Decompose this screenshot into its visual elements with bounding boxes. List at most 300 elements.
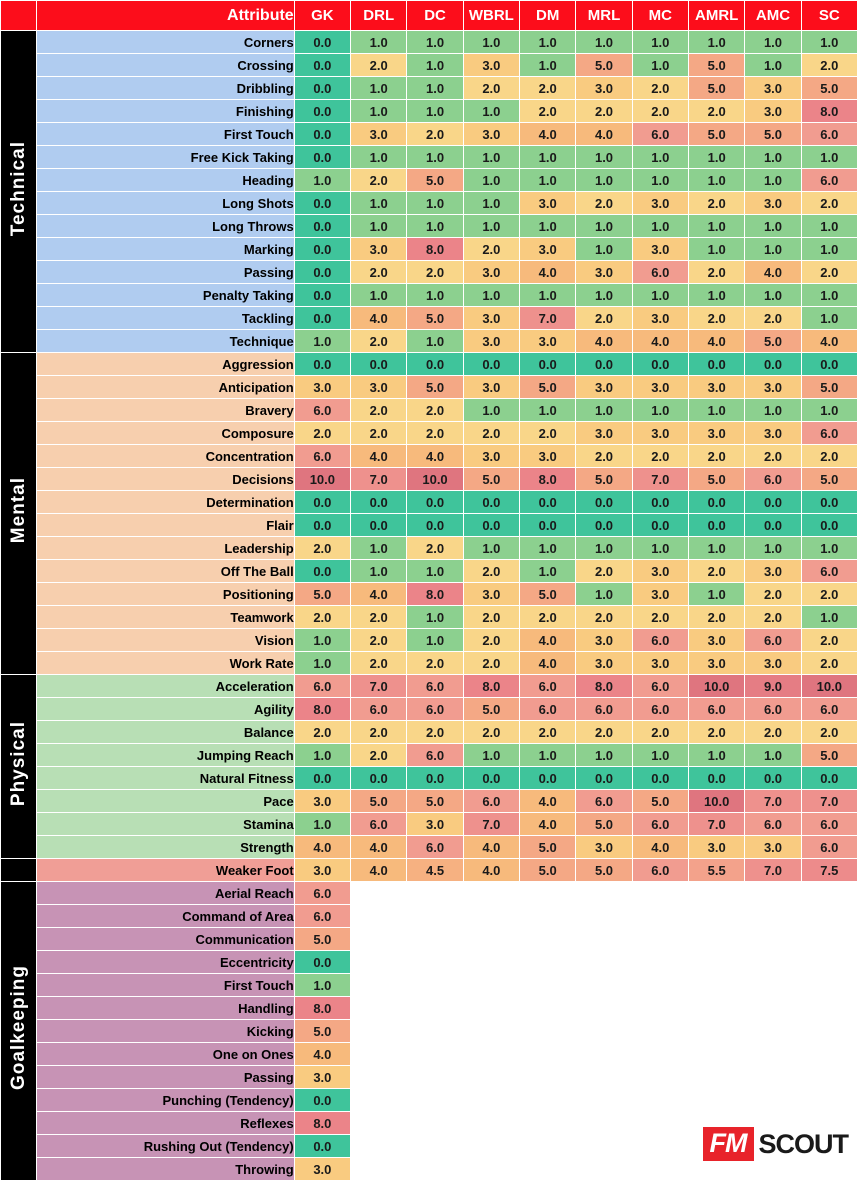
cell-empty	[463, 1158, 519, 1181]
cell-value: 2.0	[407, 123, 463, 146]
cell-empty	[689, 1020, 745, 1043]
cell-value: 1.0	[463, 31, 519, 54]
cell-value: 8.0	[294, 997, 350, 1020]
cell-value: 2.0	[576, 606, 632, 629]
cell-value: 5.0	[689, 123, 745, 146]
attribute-name: Free Kick Taking	[37, 146, 295, 169]
cell-value: 6.0	[294, 905, 350, 928]
cell-value: 2.0	[801, 261, 857, 284]
cell-empty	[463, 1043, 519, 1066]
category-label-text: Mental	[7, 477, 29, 544]
attribute-name: Jumping Reach	[37, 744, 295, 767]
attribute-name: Balance	[37, 721, 295, 744]
cell-value: 1.0	[801, 307, 857, 330]
cell-value: 2.0	[801, 721, 857, 744]
table-row	[1, 1020, 858, 1043]
table-row	[1, 284, 858, 307]
cell-value: 1.0	[576, 583, 632, 606]
cell-value: 2.0	[351, 422, 407, 445]
cell-value: 0.0	[801, 353, 857, 376]
cell-empty	[520, 1020, 576, 1043]
cell-value: 3.0	[632, 376, 688, 399]
cell-empty	[689, 951, 745, 974]
cell-value: 4.5	[407, 859, 463, 882]
table-row	[1, 583, 858, 606]
cell-value: 2.0	[351, 652, 407, 675]
cell-value: 6.0	[632, 859, 688, 882]
cell-value: 9.0	[745, 675, 801, 698]
table-header	[1, 1, 858, 31]
category-label-goalkeeping	[1, 882, 37, 1181]
attribute-name: Agility	[37, 698, 295, 721]
cell-value: 0.0	[294, 307, 350, 330]
cell-value: 1.0	[745, 31, 801, 54]
cell-value: 0.0	[520, 353, 576, 376]
cell-value: 7.0	[801, 790, 857, 813]
cell-empty	[632, 905, 688, 928]
attribute-name: Passing	[37, 261, 295, 284]
fmscout-logo	[703, 1127, 848, 1161]
cell-value: 3.0	[294, 1158, 350, 1181]
cell-value: 0.0	[294, 215, 350, 238]
cell-value: 1.0	[689, 537, 745, 560]
table-row	[1, 905, 858, 928]
cell-value: 0.0	[801, 767, 857, 790]
cell-value: 2.0	[689, 192, 745, 215]
cell-value: 0.0	[632, 491, 688, 514]
cell-value: 1.0	[294, 974, 350, 997]
cell-value: 0.0	[351, 514, 407, 537]
cell-empty	[689, 882, 745, 905]
table-row	[1, 445, 858, 468]
cell-value: 1.0	[294, 813, 350, 836]
cell-empty	[576, 997, 632, 1020]
cell-value: 3.0	[407, 813, 463, 836]
table-row	[1, 606, 858, 629]
cell-value: 5.0	[801, 376, 857, 399]
cell-value: 1.0	[689, 284, 745, 307]
cell-empty	[407, 1112, 463, 1135]
cell-empty	[745, 951, 801, 974]
cell-value: 1.0	[745, 537, 801, 560]
cell-value: 0.0	[745, 514, 801, 537]
cell-value: 1.0	[463, 215, 519, 238]
cell-value: 1.0	[351, 537, 407, 560]
table-row	[1, 468, 858, 491]
cell-value: 7.5	[801, 859, 857, 882]
cell-empty	[632, 1135, 688, 1158]
attribute-name: Throwing	[37, 1158, 295, 1181]
cell-value: 8.0	[801, 100, 857, 123]
header-position-mrl: MRL	[576, 1, 632, 31]
cell-value: 1.0	[801, 31, 857, 54]
cell-value: 3.0	[745, 836, 801, 859]
table-row	[1, 928, 858, 951]
cell-value: 1.0	[351, 560, 407, 583]
cell-value: 1.0	[520, 54, 576, 77]
cell-value: 1.0	[407, 31, 463, 54]
cell-value: 2.0	[576, 307, 632, 330]
cell-empty	[632, 1112, 688, 1135]
cell-value: 2.0	[745, 606, 801, 629]
cell-empty	[520, 1112, 576, 1135]
cell-value: 5.0	[520, 859, 576, 882]
header-position-mc: MC	[632, 1, 688, 31]
cell-value: 7.0	[745, 790, 801, 813]
cell-value: 1.0	[576, 146, 632, 169]
cell-empty	[576, 1089, 632, 1112]
cell-empty	[407, 882, 463, 905]
cell-value: 0.0	[294, 353, 350, 376]
attribute-name: Tackling	[37, 307, 295, 330]
cell-value: 7.0	[520, 307, 576, 330]
cell-value: 7.0	[632, 468, 688, 491]
attribute-name: Vision	[37, 629, 295, 652]
cell-value: 0.0	[689, 491, 745, 514]
attribute-name: Pace	[37, 790, 295, 813]
cell-value: 0.0	[294, 1135, 350, 1158]
cell-value: 3.0	[576, 261, 632, 284]
cell-value: 3.0	[632, 238, 688, 261]
cell-value: 5.0	[463, 468, 519, 491]
cell-value: 1.0	[351, 31, 407, 54]
cell-value: 3.0	[463, 583, 519, 606]
cell-value: 7.0	[745, 859, 801, 882]
attribute-name: Concentration	[37, 445, 295, 468]
cell-value: 4.0	[351, 583, 407, 606]
cell-value: 1.0	[463, 399, 519, 422]
cell-value: 2.0	[351, 744, 407, 767]
cell-value: 5.0	[294, 1020, 350, 1043]
cell-value: 1.0	[520, 284, 576, 307]
cell-value: 1.0	[351, 192, 407, 215]
cell-value: 2.0	[689, 445, 745, 468]
cell-value: 2.0	[351, 169, 407, 192]
cell-empty	[632, 1089, 688, 1112]
cell-value: 3.0	[294, 790, 350, 813]
table-row	[1, 560, 858, 583]
cell-value: 2.0	[351, 721, 407, 744]
cell-value: 2.0	[745, 445, 801, 468]
table-row	[1, 491, 858, 514]
attribute-name: Corners	[37, 31, 295, 54]
cell-value: 6.0	[801, 813, 857, 836]
attribute-name: Natural Fitness	[37, 767, 295, 790]
header-position-drl: DRL	[351, 1, 407, 31]
cell-value: 2.0	[801, 629, 857, 652]
attribute-name: Long Throws	[37, 215, 295, 238]
cell-value: 2.0	[351, 261, 407, 284]
table-row	[1, 238, 858, 261]
cell-empty	[407, 997, 463, 1020]
cell-empty	[407, 905, 463, 928]
cell-value: 3.0	[632, 422, 688, 445]
cell-value: 1.0	[351, 215, 407, 238]
table-row	[1, 767, 858, 790]
cell-value: 1.0	[801, 537, 857, 560]
cell-value: 1.0	[689, 583, 745, 606]
cell-value: 2.0	[520, 77, 576, 100]
cell-value: 3.0	[632, 583, 688, 606]
header-position-amrl: AMRL	[689, 1, 745, 31]
cell-value: 3.0	[351, 238, 407, 261]
attribute-name: Dribbling	[37, 77, 295, 100]
table-row	[1, 859, 858, 882]
attribute-name: Handling	[37, 997, 295, 1020]
cell-value: 8.0	[294, 1112, 350, 1135]
attribute-name: Penalty Taking	[37, 284, 295, 307]
attribute-name: Weaker Foot	[37, 859, 295, 882]
cell-value: 6.0	[407, 675, 463, 698]
cell-value: 1.0	[689, 215, 745, 238]
cell-value: 5.0	[689, 77, 745, 100]
cell-value: 2.0	[294, 721, 350, 744]
attribute-name: Off The Ball	[37, 560, 295, 583]
cell-value: 2.0	[351, 330, 407, 353]
cell-value: 2.0	[632, 100, 688, 123]
cell-value: 5.0	[801, 468, 857, 491]
cell-value: 0.0	[351, 491, 407, 514]
cell-empty	[407, 1066, 463, 1089]
cell-value: 0.0	[407, 353, 463, 376]
table-row	[1, 790, 858, 813]
cell-value: 7.0	[689, 813, 745, 836]
cell-value: 2.0	[463, 606, 519, 629]
cell-value: 6.0	[632, 629, 688, 652]
cell-value: 1.0	[294, 169, 350, 192]
cell-value: 1.0	[745, 215, 801, 238]
cell-value: 2.0	[351, 54, 407, 77]
cell-empty	[576, 1066, 632, 1089]
cell-value: 5.0	[689, 468, 745, 491]
cell-empty	[801, 1066, 857, 1089]
cell-value: 2.0	[745, 307, 801, 330]
cell-empty	[351, 1066, 407, 1089]
cell-value: 6.0	[745, 813, 801, 836]
cell-empty	[801, 928, 857, 951]
cell-value: 3.0	[463, 445, 519, 468]
cell-value: 2.0	[294, 537, 350, 560]
cell-value: 6.0	[294, 399, 350, 422]
cell-empty	[351, 882, 407, 905]
cell-value: 5.0	[632, 790, 688, 813]
cell-empty	[407, 951, 463, 974]
cell-value: 2.0	[745, 583, 801, 606]
cell-value: 1.0	[801, 399, 857, 422]
cell-value: 2.0	[294, 422, 350, 445]
cell-empty	[576, 928, 632, 951]
cell-empty	[351, 1112, 407, 1135]
cell-value: 6.0	[294, 675, 350, 698]
cell-value: 3.0	[689, 836, 745, 859]
cell-value: 0.0	[294, 767, 350, 790]
cell-empty	[632, 928, 688, 951]
cell-value: 3.0	[689, 376, 745, 399]
table-row	[1, 652, 858, 675]
cell-value: 8.0	[520, 468, 576, 491]
cell-empty	[407, 1158, 463, 1181]
cell-value: 6.0	[801, 169, 857, 192]
cell-value: 1.0	[576, 284, 632, 307]
cell-value: 2.0	[351, 606, 407, 629]
table-row	[1, 882, 858, 905]
cell-value: 5.0	[407, 169, 463, 192]
cell-value: 2.0	[520, 422, 576, 445]
cell-value: 3.0	[294, 859, 350, 882]
cell-value: 1.0	[632, 146, 688, 169]
cell-value: 3.0	[745, 100, 801, 123]
table-row	[1, 951, 858, 974]
attribute-name: Finishing	[37, 100, 295, 123]
cell-value: 1.0	[745, 238, 801, 261]
cell-empty	[801, 882, 857, 905]
cell-value: 1.0	[632, 54, 688, 77]
cell-value: 1.0	[689, 238, 745, 261]
attribute-name: Teamwork	[37, 606, 295, 629]
cell-value: 3.0	[576, 422, 632, 445]
cell-value: 0.0	[689, 767, 745, 790]
attribute-name: Long Shots	[37, 192, 295, 215]
cell-value: 1.0	[351, 146, 407, 169]
cell-empty	[576, 974, 632, 997]
cell-empty	[576, 951, 632, 974]
cell-value: 4.0	[520, 790, 576, 813]
cell-value: 3.0	[463, 307, 519, 330]
cell-value: 6.0	[294, 882, 350, 905]
cell-empty	[407, 1020, 463, 1043]
cell-value: 0.0	[294, 100, 350, 123]
cell-value: 1.0	[520, 744, 576, 767]
table-row	[1, 629, 858, 652]
cell-value: 3.0	[632, 560, 688, 583]
cell-value: 3.0	[745, 422, 801, 445]
cell-value: 1.0	[689, 146, 745, 169]
cell-value: 4.0	[463, 859, 519, 882]
cell-value: 8.0	[407, 583, 463, 606]
cell-value: 10.0	[294, 468, 350, 491]
cell-value: 2.0	[689, 721, 745, 744]
cell-value: 3.0	[520, 192, 576, 215]
attribute-name: Acceleration	[37, 675, 295, 698]
cell-value: 2.0	[463, 560, 519, 583]
attribute-name: Determination	[37, 491, 295, 514]
cell-value: 1.0	[463, 100, 519, 123]
cell-value: 1.0	[801, 215, 857, 238]
cell-value: 1.0	[801, 606, 857, 629]
cell-empty	[463, 951, 519, 974]
table-row	[1, 376, 858, 399]
cell-value: 1.0	[463, 537, 519, 560]
cell-value: 0.0	[745, 353, 801, 376]
table-row	[1, 974, 858, 997]
cell-empty	[351, 997, 407, 1020]
category-label-physical	[1, 675, 37, 859]
cell-value: 3.0	[576, 376, 632, 399]
cell-empty	[520, 882, 576, 905]
cell-value: 4.0	[351, 859, 407, 882]
table-row	[1, 307, 858, 330]
cell-value: 2.0	[801, 445, 857, 468]
table-row	[1, 422, 858, 445]
cell-value: 6.0	[801, 698, 857, 721]
cell-value: 1.0	[407, 284, 463, 307]
cell-value: 1.0	[407, 146, 463, 169]
header-position-dc: DC	[407, 1, 463, 31]
cell-value: 1.0	[576, 215, 632, 238]
cell-value: 6.0	[801, 123, 857, 146]
table-row	[1, 330, 858, 353]
table-row	[1, 698, 858, 721]
cell-value: 0.0	[294, 284, 350, 307]
table-row	[1, 169, 858, 192]
cell-value: 3.0	[689, 422, 745, 445]
cell-value: 1.0	[576, 238, 632, 261]
attribute-name: Positioning	[37, 583, 295, 606]
cell-value: 1.0	[351, 77, 407, 100]
cell-value: 3.0	[463, 376, 519, 399]
cell-value: 0.0	[407, 767, 463, 790]
cell-value: 3.0	[576, 77, 632, 100]
cell-value: 1.0	[576, 31, 632, 54]
attribute-name: Heading	[37, 169, 295, 192]
category-label-text: Goalkeeping	[7, 965, 29, 1091]
cell-value: 6.0	[632, 675, 688, 698]
cell-value: 1.0	[407, 215, 463, 238]
cell-value: 6.0	[632, 813, 688, 836]
cell-empty	[407, 974, 463, 997]
cell-empty	[801, 997, 857, 1020]
cell-value: 0.0	[294, 146, 350, 169]
cell-empty	[576, 1020, 632, 1043]
cell-empty	[689, 905, 745, 928]
cell-value: 10.0	[689, 790, 745, 813]
cell-empty	[632, 974, 688, 997]
cell-value: 2.0	[801, 192, 857, 215]
cell-value: 2.0	[294, 606, 350, 629]
cell-value: 1.0	[520, 537, 576, 560]
cell-value: 3.0	[745, 560, 801, 583]
cell-value: 2.0	[689, 606, 745, 629]
cell-empty	[801, 951, 857, 974]
cell-value: 3.0	[520, 445, 576, 468]
cell-empty	[576, 882, 632, 905]
cell-empty	[801, 1020, 857, 1043]
cell-value: 1.0	[632, 744, 688, 767]
cell-value: 1.0	[520, 399, 576, 422]
cell-value: 5.0	[745, 330, 801, 353]
cell-value: 4.0	[520, 629, 576, 652]
cell-empty	[463, 1020, 519, 1043]
cell-value: 6.0	[463, 790, 519, 813]
cell-value: 0.0	[520, 491, 576, 514]
cell-value: 8.0	[294, 698, 350, 721]
cell-value: 5.0	[294, 583, 350, 606]
cell-value: 1.0	[632, 284, 688, 307]
cell-value: 0.0	[576, 514, 632, 537]
cell-value: 3.0	[351, 376, 407, 399]
cell-empty	[576, 1158, 632, 1181]
cell-value: 6.0	[520, 675, 576, 698]
table-body	[1, 31, 858, 1181]
cell-value: 2.0	[463, 652, 519, 675]
cell-value: 1.0	[745, 744, 801, 767]
cell-empty	[351, 951, 407, 974]
cell-empty	[351, 1089, 407, 1112]
cell-value: 7.0	[463, 813, 519, 836]
header-category-spacer	[1, 1, 37, 31]
cell-value: 2.0	[801, 583, 857, 606]
cell-empty	[801, 1089, 857, 1112]
